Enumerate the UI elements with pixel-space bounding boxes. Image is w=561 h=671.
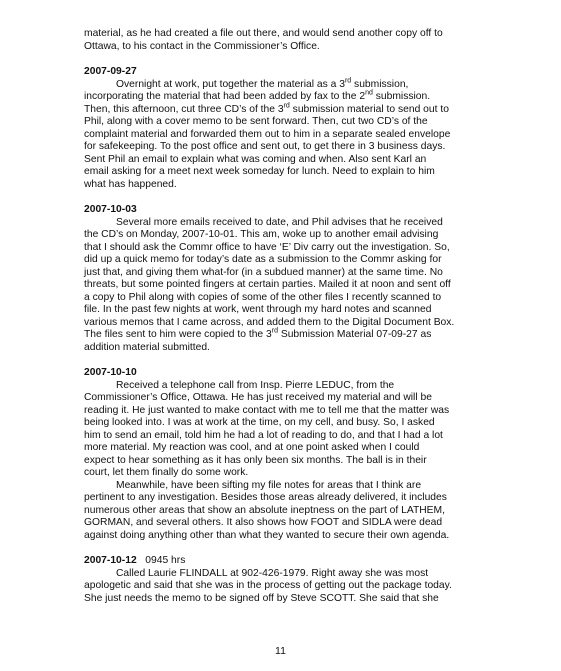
- text-line: threats, but some pointed fingers at certain parties. Mailed it at noon and sent off: [84, 279, 451, 290]
- entry-date: 2007-10-03: [84, 204, 137, 215]
- entry-date: 2007-09-27: [84, 66, 137, 77]
- text-line: addition material submitted.: [84, 341, 210, 353]
- text-line: did up a quick memo for today’s date as a submission to the Commr asking for: [84, 254, 442, 265]
- entry-date: 2007-10-10: [84, 367, 137, 378]
- text-line: apologetic and said that she was in the process of getting out the package today.: [84, 580, 452, 591]
- entry-date: 2007-10-12: [84, 555, 137, 566]
- entry-date-heading: [84, 204, 484, 217]
- text-line: him to send an email, told him he had a lot of reading to do, and that I had a lot: [84, 429, 443, 441]
- text-line: reading it. He just wanted to make contact with me to tell me that the matter was: [84, 404, 450, 416]
- entry-time: 0945 hrs: [145, 555, 186, 566]
- text-line: against doing anything other than what they wanted to secure their own agenda.: [84, 529, 450, 541]
- text-line: She just needs the memo to be signed off by Steve SCOTT. She said that she: [84, 592, 439, 604]
- text-line: Phil, along with a cover memo to be sent forward. Then, cut two CD’s of the: [84, 116, 428, 127]
- entry-date-heading: [84, 367, 484, 380]
- text-line: Several more emails received to date, and Phil advises that he received: [116, 216, 443, 228]
- text-line: Meanwhile, have been sifting my file notes for areas that I think are: [116, 479, 422, 491]
- text-line: email asking for a meet next week someday for lunch. Need to explain to him: [84, 166, 435, 177]
- text-line: being looked into. I was at work at the time, on my cell, and busy. So, I asked: [84, 417, 435, 428]
- text-line: Then, this afternoon, cut three CD’s of the 3rd submission material to send out to: [84, 102, 449, 115]
- text-line: incorporating the material that had been added by fax to the 2nd submission.: [84, 89, 431, 102]
- text-line: that I should ask the Commr office to have ‘E’ Div carry out the investigation. So,: [84, 241, 450, 253]
- text-line: Commissioner’s Office, Ottawa. He has just received my material and will be: [84, 392, 432, 403]
- text-line: Sent Phil an email to explain what was coming and when. Also sent Karl an: [84, 153, 427, 165]
- text-line: numerous other areas that show an absolute ineptness on the part of LATHEM,: [84, 504, 445, 516]
- text-line: expect to hear something as it has only been six months. The ball is in their: [84, 454, 427, 466]
- text-line: court, let them finally do some work.: [84, 467, 249, 478]
- text-line: just that, and giving them what-for (in a subdued manner) at the same time. No: [84, 266, 443, 278]
- text-line: for safekeeping. To the post office and sent out, to get there in 3 business days.: [84, 141, 446, 152]
- text-line: material, as he had created a file out there, and would send another copy off to: [84, 28, 443, 39]
- entry-date-heading: [84, 66, 484, 79]
- text-line: Received a telephone call from Insp. Pierre LEDUC, from the: [116, 379, 395, 391]
- text-line: a copy to Phil along with copies of some of the other files I recently scanned to: [84, 291, 442, 303]
- text-line: GORMAN, and several others. It also shows how FOOT and SIDLA were dead: [84, 517, 443, 528]
- text-line: what has happened.: [84, 178, 177, 190]
- page-number: 11: [275, 645, 286, 657]
- text-line: file. In the past few nights at work, went through my hard notes and scanned: [84, 304, 432, 315]
- text-line: Called Laurie FLINDALL at 902-426-1979. Right away she was most: [116, 567, 429, 579]
- text-line: complaint material and forwarded them out to him in a separate sealed envelope: [84, 128, 451, 140]
- text-line: The files sent to him were copied to the 3rd Submission Material 07-09-27 as: [84, 327, 432, 340]
- text-line: Overnight at work, put together the material as a 3rd submission,: [116, 77, 409, 90]
- text-line: various memos that I came across, and added them to the Digital Document Box.: [84, 316, 455, 328]
- text-line: pertinent to any investigation. Besides those areas already delivered, it includes: [84, 492, 447, 503]
- text-line: Ottawa, to his contact in the Commissioner’s Office.: [84, 40, 320, 52]
- text-line: the CD’s on Monday, 2007-10-01. This am, woke up to another email advising: [84, 229, 439, 240]
- entry-date-heading: [84, 555, 484, 568]
- document-body: [84, 28, 484, 605]
- text-line: more material. My reaction was cool, and at one point asked when I could: [84, 442, 420, 453]
